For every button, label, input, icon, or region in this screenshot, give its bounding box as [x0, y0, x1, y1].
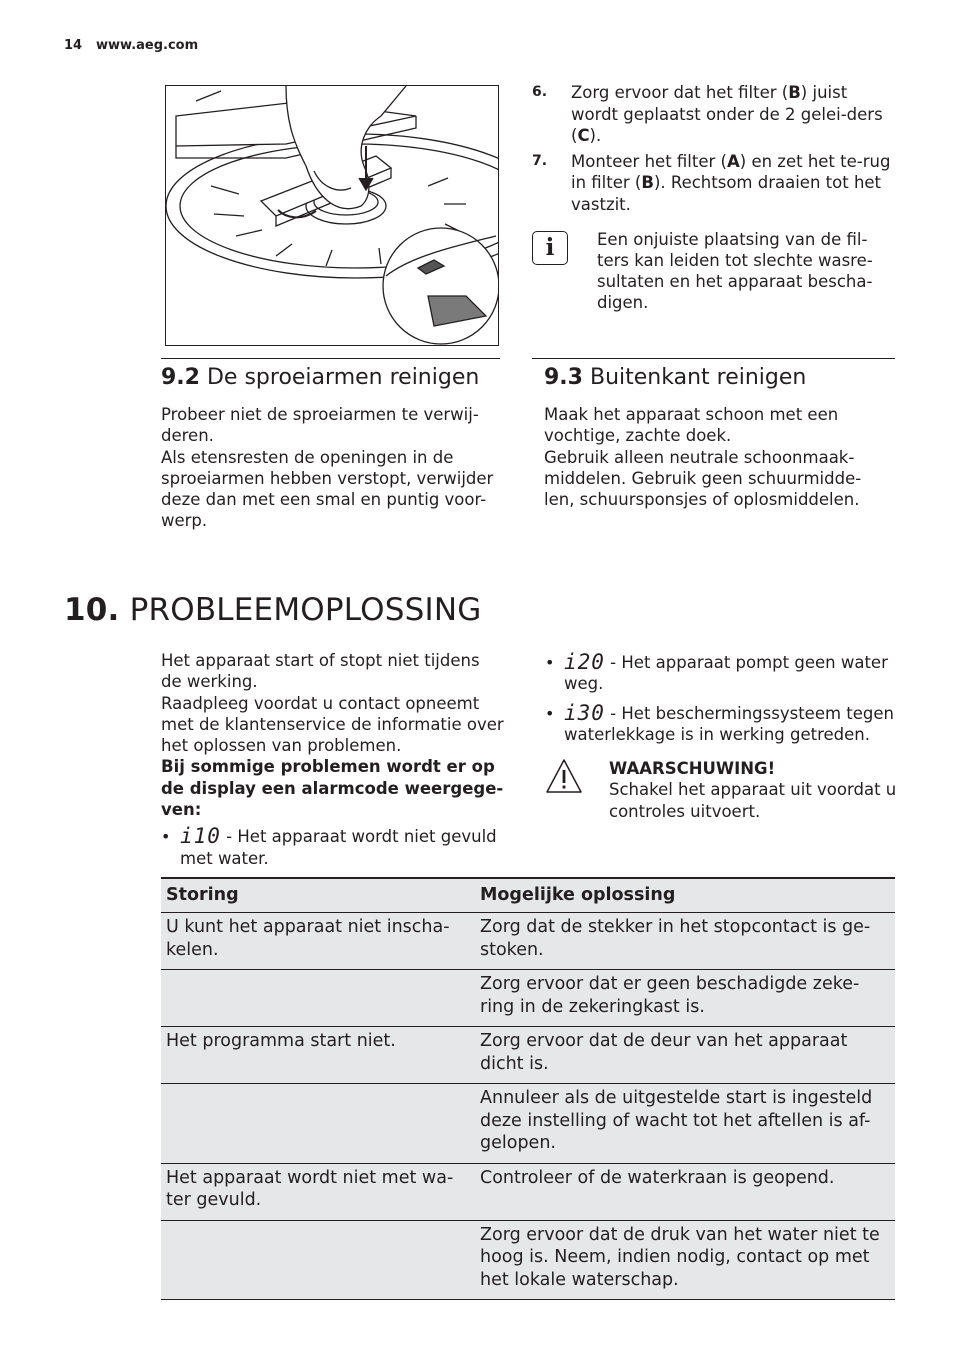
chapter-number: 10. [64, 592, 120, 628]
table-cell-solution: Zorg dat de stekker in het stopcontact is ge-stoken. [475, 913, 895, 970]
alarm-code-text: - Het beschermingssysteem tegen waterlekkage is in werking getreden. [564, 703, 894, 744]
text-line: middelen. Gebruik geen schuurmidde- [544, 468, 862, 488]
table-cell-solution: Annuleer als de uitgestelde start is ingesteld deze instelling of wacht tot het aftellen is af-gelopen. [475, 1084, 895, 1164]
table-cell-solution: Controleer of de waterkraan is geopend. [475, 1163, 895, 1220]
section-9-2-body [161, 404, 516, 532]
alarm-code-text: - Het apparaat pompt geen water weg. [564, 653, 888, 694]
filter-illustration [165, 85, 499, 346]
table-cell-problem: Het programma start niet. [161, 1027, 475, 1084]
text-line: de werking. [161, 672, 258, 692]
step-text: Monteer het filter ( [571, 151, 727, 171]
section-9-2-title [161, 364, 479, 392]
step-number: 6. [532, 84, 548, 100]
table-row [161, 1027, 895, 1084]
filter-illustration-drawing [166, 86, 499, 346]
section-9-3-body [544, 404, 894, 510]
warning-text-block [609, 758, 899, 822]
section-title-text: De sproeiarmen reinigen [206, 365, 480, 390]
section-9-3-title [544, 364, 806, 392]
table-cell-problem [161, 1220, 475, 1300]
step-label-c: C [577, 126, 590, 145]
info-icon: i [532, 231, 568, 265]
step-label-b: B [788, 83, 801, 102]
column-header-storing: Storing [161, 878, 475, 913]
step-text: ). [589, 126, 602, 145]
table-row [161, 970, 895, 1027]
detail-inset [383, 228, 499, 344]
text-line: vochtige, zachte doek. [544, 426, 732, 446]
info-text: Een onjuiste plaatsing van de fil-ters kan leiden tot slechte wasre-sultaten en het apparaat bescha-digen. [597, 230, 873, 312]
step-text: ). Rechtsom draaien tot het vastzit. [571, 173, 882, 214]
step-text: Zorg ervoor dat het filter ( [571, 83, 789, 102]
bullet-icon: • [545, 703, 555, 723]
table-row [161, 1084, 895, 1164]
troubleshooting-intro [161, 650, 516, 869]
text-line: werp. [161, 511, 208, 531]
step-text: ) en zet het te-rug in filter ( [571, 151, 891, 192]
warning-icon [545, 758, 583, 794]
text-line: Gebruik alleen neutrale schoonmaak- [544, 447, 855, 467]
page-number: 14 [64, 38, 83, 53]
alarm-code-item [545, 700, 895, 746]
text-line: len, schuursponsjes of oplosmiddelen. [544, 490, 860, 510]
step-6 [532, 82, 894, 147]
table-row [161, 913, 895, 970]
text-line: Als etensresten de openingen in de [161, 447, 454, 467]
table-row [161, 1220, 895, 1300]
text-line: het oplossen van problemen. [161, 736, 402, 756]
chapter-title-text: PROBLEEMOPLOSSING [129, 592, 482, 628]
step-number: 7. [532, 152, 548, 169]
table-row [161, 1163, 895, 1220]
table-cell-solution: Zorg ervoor dat de deur van het apparaat dicht is. [475, 1027, 895, 1084]
column-header-oplossing: Mogelijke oplossing [475, 878, 895, 913]
table-cell-solution: Zorg ervoor dat er geen beschadigde zeke-ring in de zekeringkast is. [475, 970, 895, 1027]
step-label-a: A [726, 151, 740, 171]
step-list [532, 82, 894, 219]
warning-title: WAARSCHUWING! [609, 759, 776, 778]
bullet-icon: • [161, 827, 171, 847]
bullet-icon: • [545, 653, 555, 672]
text-line: sproeiarmen hebben verstopt, verwijder [161, 468, 494, 488]
text-line: Het apparaat start of stopt niet tijdens [161, 651, 480, 670]
alarm-code: i10 [180, 824, 221, 849]
bold-line: de display een alarmcode weergege- [161, 778, 504, 798]
step-7 [532, 151, 894, 216]
table-cell-problem: Het apparaat wordt niet met wa-ter gevuld. [161, 1163, 475, 1220]
alarm-code-text: - Het apparaat wordt niet gevuld met water. [180, 827, 497, 868]
alarm-code-item [545, 652, 895, 695]
text-line: Maak het apparaat schoon met een [544, 405, 839, 424]
chapter-title [64, 590, 481, 630]
bold-line: Bij sommige problemen wordt er op [161, 757, 495, 777]
text-line: deze dan met een smal en puntig voor- [161, 490, 487, 510]
table-header-row [161, 878, 895, 913]
section-number: 9.2 [161, 365, 200, 390]
section-number: 9.3 [544, 365, 583, 390]
text-line: deren. [161, 426, 214, 446]
alarm-code: i30 [564, 700, 605, 725]
table-cell-solution: Zorg ervoor dat de druk van het water niet te hoog is. Neem, indien nodig, contact op met het lokale waterschap. [475, 1220, 895, 1300]
step-text: ) juist wordt geplaatst onder de 2 gelei-ders ( [571, 83, 883, 145]
table-cell-problem: U kunt het apparaat niet inscha-kelen. [161, 913, 475, 970]
bold-line: ven: [161, 800, 202, 820]
section-title-text: Buitenkant reinigen [589, 365, 807, 390]
troubleshooting-table [161, 877, 895, 1300]
text-line: met de klantenservice de informatie over [161, 714, 504, 734]
table-cell-problem [161, 970, 475, 1027]
alarm-code: i20 [564, 650, 605, 674]
text-line: Probeer niet de sproeiarmen te verwij- [161, 405, 479, 424]
header-url[interactable]: www.aeg.com [96, 38, 199, 53]
table-cell-problem [161, 1084, 475, 1164]
step-label-b: B [641, 173, 654, 192]
section-rule [532, 358, 895, 359]
section-rule [161, 358, 500, 359]
text-line: Raadpleeg voordat u contact opneemt [161, 693, 480, 713]
alarm-code-item [161, 826, 516, 869]
alarm-code-list [545, 652, 895, 745]
warning-text: Schakel het apparaat uit voordat u controles uitvoert. [609, 780, 897, 821]
